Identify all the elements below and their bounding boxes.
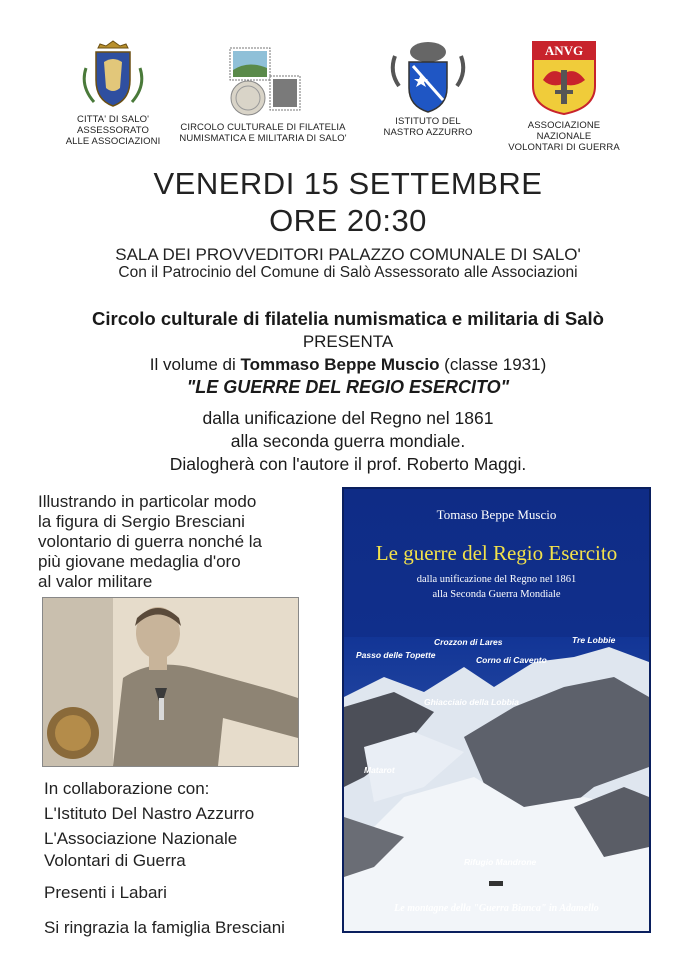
author-name: Tommaso Beppe Muscio [240,355,440,374]
book-author: Tomaso Beppe Muscio [436,507,557,522]
collaboration-block [44,778,334,939]
logo-caption-line: NASTRO AZZURRO [383,127,473,138]
illustrating-line: volontario di guerra nonché la [38,532,262,551]
map-label: Matarot [364,765,395,775]
logo-caption-line: ALLE ASSOCIAZIONI [65,136,161,147]
logo-caption-line: ISTITUTO DEL [395,116,461,127]
mountain-landscape [344,637,649,931]
presents-label: PRESENTA [302,332,394,351]
book-subtitle: alla Seconda Guerra Mondiale [432,589,561,600]
map-label: Rifugio Mandrone [464,857,537,867]
organizer-line: Circolo culturale di filatelia numismatica e militaria di Salò [92,308,604,329]
illustrating-text [38,492,328,592]
logo-caption-line: ASSESSORATO [76,125,150,136]
book-cover [344,489,649,931]
logo-anvg [504,40,624,153]
logo-nastro-azzurro [378,36,478,138]
bresciani-photo [42,597,299,767]
logo-caption-line: CITTA' DI SALO' [77,114,149,125]
partner-line: L'Istituto Del Nastro Azzurro [44,804,255,823]
volume-prefix: Il volume di [149,355,241,374]
map-label: Crozzon di Lares [434,637,503,647]
description-line: dalla unificazione del Regno nel 1861 [202,408,494,428]
partner-line: L'Associazione Nazionale [44,829,238,848]
book-title-line: "LE GUERRE DEL REGIO ESERCITO" [186,377,510,397]
map-label: Ghiacciaio della Lobbia [424,697,519,707]
map-label: Tre Lobbie [572,635,616,645]
illustrating-line: al valor militare [38,572,153,591]
event-venue: SALA DEI PROVVEDITORI PALAZZO COMUNALE DI SALO' [115,245,581,264]
book-caption: Le montagne della "Guerra Bianca" in Adamello [394,903,599,914]
volume-line [0,355,696,375]
illustrating-line: la figura di Sergio Bresciani [38,512,245,531]
stamps-coin-icon [218,46,308,118]
map-label: Passo delle Topette [356,650,436,660]
labari-line: Presenti i Labari [44,883,167,902]
logo-circolo [178,46,348,144]
shield-crest-icon [78,38,148,110]
logo-caption-line: VOLONTARI DI GUERRA [508,142,620,153]
description-line: alla seconda guerra mondiale. [230,431,466,451]
description-line: Dialogherà con l'autore il prof. Roberto Maggi. [169,454,527,474]
illustrating-line: più giovane medaglia d'oro [38,552,241,571]
blue-star-crest-icon [385,36,471,116]
logo-caption-line: NUMISMATICA E MILITARIA DI SALO' [179,133,347,144]
logo-caption-line: ASSOCIAZIONE NAZIONALE [527,120,601,142]
logo-salo [58,38,168,147]
thanks-line: Si ringrazia la famiglia Bresciani [44,918,285,937]
logo-caption-line: CIRCOLO CULTURALE DI FILATELIA [180,122,346,133]
collaboration-heading: In collaborazione con: [44,779,210,798]
event-time: ORE 20:30 [269,203,427,238]
event-date: VENERDI 15 SETTEMBRE [153,166,543,201]
author-suffix: (classe 1931) [439,355,547,374]
partner-line: Volontari di Guerra [44,851,186,870]
illustrating-line: Illustrando in particolar modo [38,492,257,511]
anvg-badge-text: ANVG [544,43,584,58]
book-title: Le guerre del Regio Esercito [375,541,618,565]
map-label: Corno di Cavento [476,655,547,665]
event-patronage: Con il Patrocinio del Comune di Salò Assessorato alle Associazioni [118,264,578,281]
book-subtitle: dalla unificazione del Regno nel 1861 [416,574,577,585]
